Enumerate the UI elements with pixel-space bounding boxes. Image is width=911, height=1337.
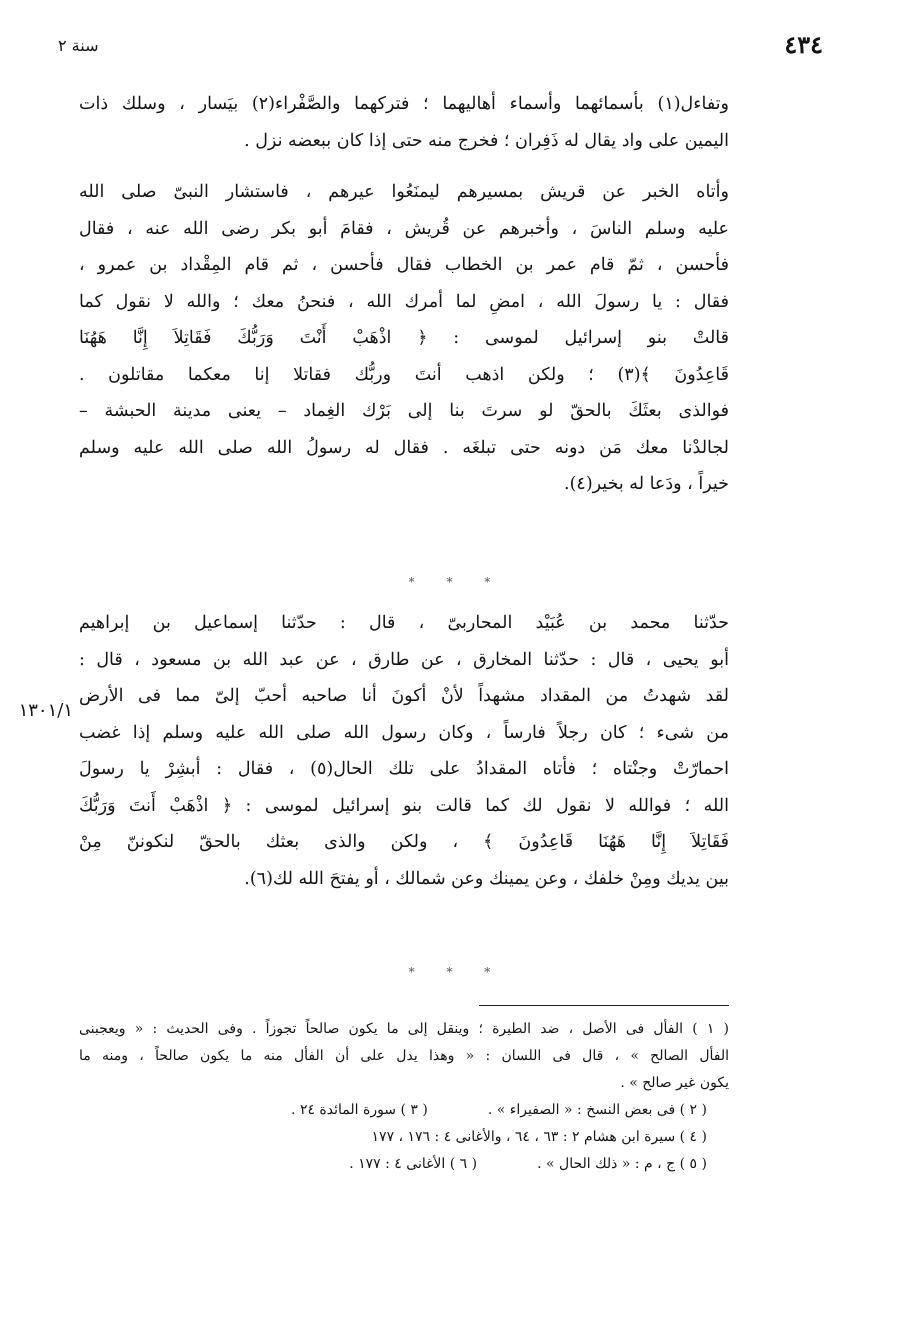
margin-reference: ١٣٠١/١: [18, 700, 73, 721]
text-line: وأتاه الخبر عن قريش بمسيرهم ليمنَعُوا عيرهم ، فاستشار النبىّ صلى الله: [79, 182, 729, 202]
paragraph-2: [79, 174, 729, 503]
footnote-4: ( ٤ ) سيرة ابن هشام ٢ : ٦٣ ، ٦٤ ، والأغانى ٤ : ١٧٦ ، ١٧٧: [371, 1129, 707, 1145]
footnote-row: [79, 1097, 729, 1124]
text-line: قَاعِدُونَ ﴾(٣) ؛ ولكن اذهب أنتَ وربُّك فقاتلا إنا معكما مقاتلون .: [79, 364, 730, 385]
footnote-1-line: ( ١ ) الفأل فى الأصل ، ضد الطيرة ؛ وينقل إلى ما يكون صالحاً تجوزاً . وفى الحديث : « ويعجبنى: [79, 1021, 729, 1037]
text-line: لجالدْنا معك مَن دونه حتى تبلغَه . فقال له رسولُ الله صلى الله عليه وسلم: [79, 437, 729, 458]
text-line: فَقَاتِلاَ إِنَّا هَهُنَا قَاعِدُونَ ﴾ ، ولكن والذى بعثك بالحقّ لنكوننّ مِنْ: [79, 832, 729, 852]
text-line: من شىء ؛ كان رجلاً فارساً ، وكان رسول الله صلى الله عليه وسلم إذا غضب: [79, 722, 729, 743]
text-line: اليمين على واد يقال له ذَفِران ؛ فخرج منه حتى إذا كان ببعضه نزل .: [244, 130, 729, 151]
text-line: وتفاءل(١) بأسمائهما وأسماء أهاليهما ؛ فتركهما والصَّفْراء(٢) بيَسار ، وسلك ذات: [79, 94, 729, 114]
text-line: عليه وسلم الناسَ ، وأخبرهم عن قُريش ، فقامَ أبو بكر رضى الله عنه ، فقال: [79, 218, 729, 239]
footnote-row: [79, 1151, 729, 1178]
footnote-1-line: الفأل الصالح » ، قال فى اللسان : « وهذا يدل على أن الفأل منه ما يكون صالحاً ، ومنه ما: [79, 1048, 729, 1064]
section-separator: * * *: [408, 965, 505, 979]
text-line: بين يديك ومِنْ خلفك ، وعن يمينك وعن شمالك ، أو يفتحَ الله لك(٦).: [244, 868, 729, 889]
text-line: فوالذى بعثَكَ بالحقّ لو سرتَ بنا إلى بَرْك الغِماد – يعنى مدينة الحبشة –: [79, 401, 729, 421]
text-line: خيراً ، ودَعا له بخير(٤).: [564, 474, 729, 494]
running-header-year: سنة ٢: [58, 36, 99, 55]
text-line: الله ؛ فوالله لا نقول لك كما قالت بنو إسرائيل لموسى : ﴿ اذْهَبْ أَنتَ وَرَبُّكَ: [79, 795, 729, 816]
text-line: أبو يحيى ، قال : حدّثنا المخارق ، عن طارق ، عن عبد الله بن مسعود ، قال :: [79, 649, 729, 670]
paragraph-3: [79, 605, 729, 897]
footnotes: [79, 1016, 729, 1178]
text-line: لقد شهدتُ من المقداد مشهداً لأنْ أكونَ أنا صاحبه أحبّ إلىّ مما فى الأرض: [79, 686, 729, 706]
footnote-6: ( ٦ ) الأغانى ٤ : ١٧٧ .: [349, 1156, 478, 1172]
text-line: احمارّتْ وجنْتاه ؛ فأتاه المقدادُ على تلك الحال(٥) ، فقال : أبشِرْ يا رسولَ: [79, 759, 729, 779]
text-line: حدّثنا محمد بن عُبَيْد المحاربىّ ، قال : حدّثنا إسماعيل بن إبراهيم: [79, 613, 729, 633]
footnote-1-line: يكون غير صالح » .: [620, 1075, 729, 1091]
footnote-5: ( ٥ ) ج ، م : « ذلك الحال » .: [537, 1156, 707, 1172]
page-number: ٤٣٤: [784, 30, 823, 59]
footnote-2: ( ٢ ) فى بعض النسخ : « الصفيراء » .: [487, 1102, 707, 1118]
text-line: فقال : يا رسولَ الله ، امضِ لما أمرك الله ، فنحنُ معك ؛ والله لا نقول كما: [79, 291, 729, 312]
footnote-3: ( ٣ ) سورة المائدة ٢٤ .: [291, 1102, 428, 1118]
text-line: فأحسن ، ثمّ قام عمر بن الخطاب فقال فأحسن ، ثم قام المِقْداد بن عمرو ،: [79, 255, 729, 275]
section-separator: * * *: [408, 575, 505, 589]
paragraph-1: [79, 86, 729, 159]
text-line: قالتْ بنو إسرائيل لموسى : ﴿ اذْهَبْ أَنْتَ وَرَبُّكَ فَقَاتِلاَ إِنَّا هَهُنَا: [79, 328, 729, 348]
footnote-divider: [479, 1005, 729, 1006]
footnote-row: [79, 1124, 729, 1151]
